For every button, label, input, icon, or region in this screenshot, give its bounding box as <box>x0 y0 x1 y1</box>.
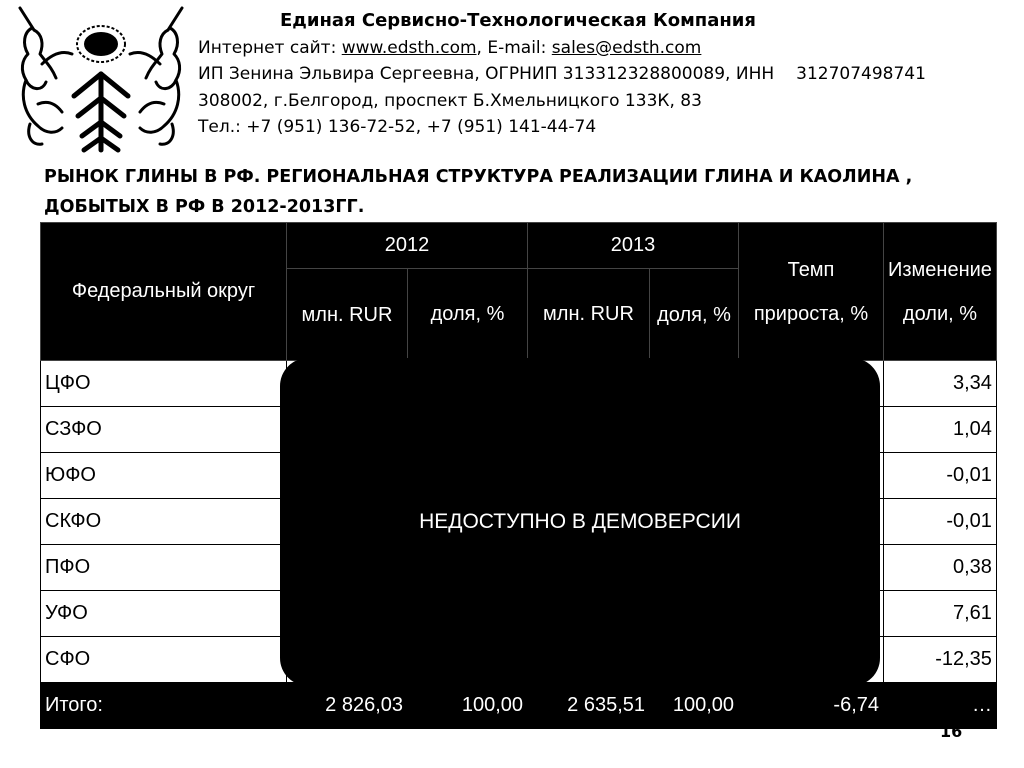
share-change-value: 1,04 <box>884 407 997 453</box>
total-2012-value: 2 826,03 <box>287 683 408 729</box>
year-2013-header: 2013 <box>528 223 739 269</box>
share-change-value: -0,01 <box>884 453 997 499</box>
district-name: УФО <box>41 591 287 637</box>
phone-line: Тел.: +7 (951) 136-72-52, +7 (951) 141-44-74 <box>198 117 597 137</box>
total-change: … <box>884 683 997 729</box>
total-row <box>41 683 997 729</box>
contact-line <box>198 35 998 62</box>
year-2012-header: 2012 <box>287 223 528 269</box>
address-line: 308002, г.Белгород, проспект Б.Хмельницкого 133К, 83 <box>198 90 702 111</box>
total-label: Итого: <box>41 683 287 729</box>
share-change-value: 7,61 <box>884 591 997 637</box>
total-growth: -6,74 <box>739 683 884 729</box>
page-title <box>44 162 1004 222</box>
email-link[interactable]: sales@edsth.com <box>551 37 702 58</box>
share-change-value: -12,35 <box>884 637 997 683</box>
page-number: 16 <box>940 722 963 741</box>
total-2012-share: 100,00 <box>408 683 528 729</box>
ip-info: ИП Зенина Эльвира Сергеевна, ОГРНИП 313312328800089, ИНН <box>198 64 775 84</box>
share-2012-header: доля, % <box>408 269 528 361</box>
total-2013-value: 2 635,51 <box>528 683 650 729</box>
change-header: Изменение доли, % <box>884 223 997 361</box>
share-change-value: 0,38 <box>884 545 997 591</box>
company-logo <box>12 4 190 156</box>
district-name: ЦФО <box>41 361 287 407</box>
share-change-value: 3,34 <box>884 361 997 407</box>
district-name: СКФО <box>41 499 287 545</box>
share-change-value: -0,01 <box>884 499 997 545</box>
growth-header: Темп прироста, % <box>739 223 884 361</box>
mln-rur-2012-header: млн. RUR <box>287 269 408 361</box>
email-label: , E-mail: <box>476 37 552 58</box>
district-header: Федеральный округ <box>41 223 287 361</box>
inn-number: 312707498741 <box>796 64 926 84</box>
title-line-1: РЫНОК ГЛИНЫ В РФ. РЕГИОНАЛЬНАЯ СТРУКТУРА РЕАЛИЗАЦИИ ГЛИНА И КАОЛИНА , <box>44 167 913 187</box>
district-name: ЮФО <box>41 453 287 499</box>
share-2013-header: доля, % <box>650 269 739 361</box>
title-line-2: ДОБЫТЫХ В РФ В 2012-2013ГГ. <box>44 197 365 217</box>
total-2013-share: 100,00 <box>650 683 739 729</box>
company-header <box>198 8 998 141</box>
demo-overlay <box>280 358 880 686</box>
company-name: Единая Сервисно-Технологическая Компания <box>280 10 756 31</box>
site-label: Интернет сайт: <box>198 37 342 58</box>
district-name: СФО <box>41 637 287 683</box>
district-name: ПФО <box>41 545 287 591</box>
district-name: СЗФО <box>41 407 287 453</box>
site-link[interactable]: www.edsth.com <box>341 37 477 58</box>
demo-overlay-text: НЕДОСТУПНО В ДЕМОВЕРСИИ <box>419 510 741 533</box>
mln-rur-2013-header: млн. RUR <box>528 269 650 361</box>
registration-line <box>198 61 998 88</box>
